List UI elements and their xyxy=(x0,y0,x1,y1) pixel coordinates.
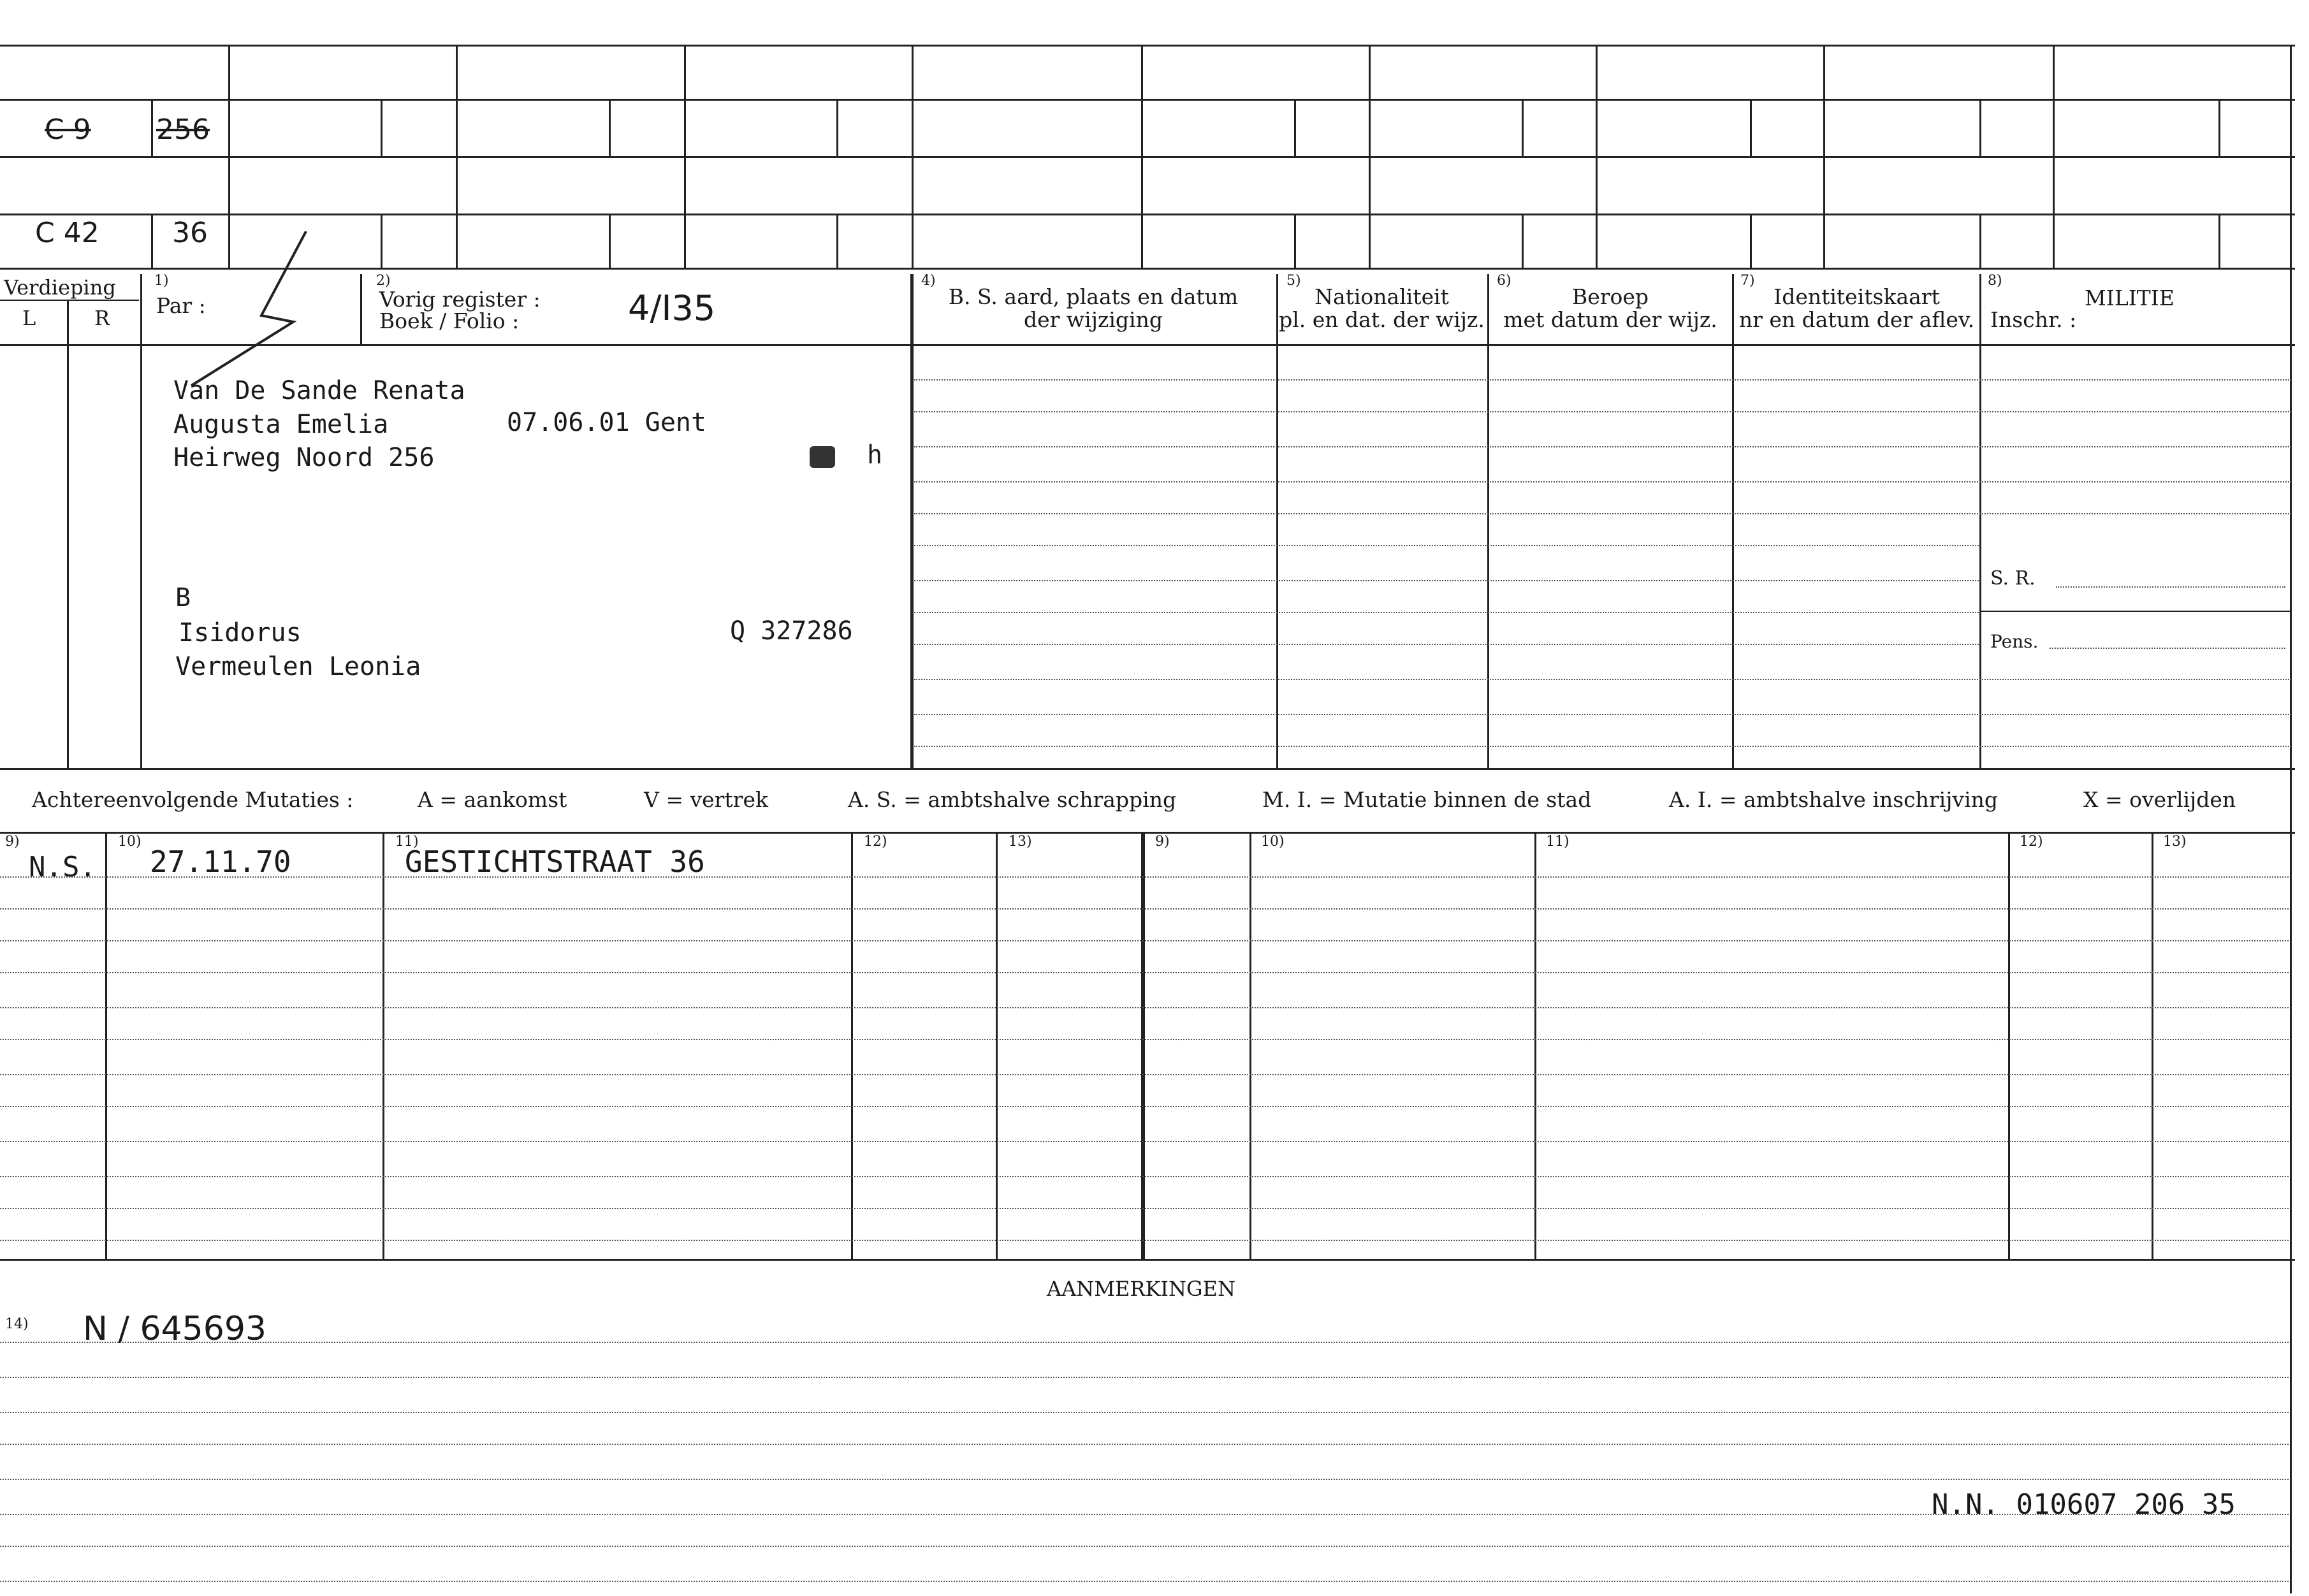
legend-x: X = overlijden xyxy=(2083,787,2236,812)
mutaties-title: Achtereenvolgende Mutaties : xyxy=(32,787,354,812)
par-pen-mark xyxy=(178,226,319,392)
par-label: Par : xyxy=(156,293,206,318)
document-code: Q 327286 xyxy=(730,616,853,646)
father-name: Isidorus xyxy=(178,618,302,648)
legend-ai: A. I. = ambtshalve inschrijving xyxy=(1669,787,1999,812)
civil-state: B xyxy=(175,583,191,613)
aanmerkingen-title: AANMERKINGEN xyxy=(1047,1277,1235,1301)
vorig-register-label: Vorig register : xyxy=(379,287,541,312)
nationaliteit-header: Nationaliteit pl. en dat. der wijz. xyxy=(1279,284,1485,332)
legend-as: A. S. = ambtshalve schrapping xyxy=(848,787,1177,812)
inschr-label: Inschr. : xyxy=(1990,307,2077,332)
old-section-code: C 9 xyxy=(45,113,91,146)
person-given-names: Augusta Emelia xyxy=(173,410,389,439)
national-number: N.N. 010607 206 35 xyxy=(1932,1488,2236,1521)
mutation-date: 27.11.70 xyxy=(150,845,291,879)
militie-header: MILITIE xyxy=(2085,286,2174,310)
person-address: Heirweg Noord 256 xyxy=(173,443,435,472)
pens-label: Pens. xyxy=(1990,631,2039,652)
remark-value: N / 645693 xyxy=(83,1310,266,1348)
bs-header: B. S. aard, plaats en datum der wijziging xyxy=(948,284,1239,332)
mutation-address: GESTICHTSTRAAT 36 xyxy=(405,845,705,879)
verdieping-label: Verdieping xyxy=(4,275,116,300)
beroep-header: Beroep met datum der wijz. xyxy=(1503,284,1717,332)
old-number: 256 xyxy=(156,113,210,146)
sr-label: S. R. xyxy=(1990,567,2036,590)
mother-name: Vermeulen Leonia xyxy=(175,652,421,681)
gender-mark: h xyxy=(867,440,883,470)
identiteitskaart-header: Identiteitskaart nr en datum der aflev. xyxy=(1738,284,1975,332)
verdieping-l-label: L xyxy=(22,306,36,330)
legend-v: V = vertrek xyxy=(644,787,768,812)
person-name: Van De Sande Renata xyxy=(173,376,465,405)
mutation-type: N.S. xyxy=(29,851,96,883)
legend-a: A = aankomst xyxy=(418,787,567,812)
birth-date-place: 07.06.01 Gent xyxy=(507,408,707,437)
overstrike-mark xyxy=(810,446,835,468)
section-code: C 42 xyxy=(35,217,99,249)
verdieping-r-label: R xyxy=(94,306,110,330)
boek-folio-label: Boek / Folio : xyxy=(379,308,520,333)
boek-folio-value: 4/I35 xyxy=(628,288,716,328)
legend-mi: M. I. = Mutatie binnen de stad xyxy=(1262,787,1592,812)
section-number: 36 xyxy=(172,217,208,249)
